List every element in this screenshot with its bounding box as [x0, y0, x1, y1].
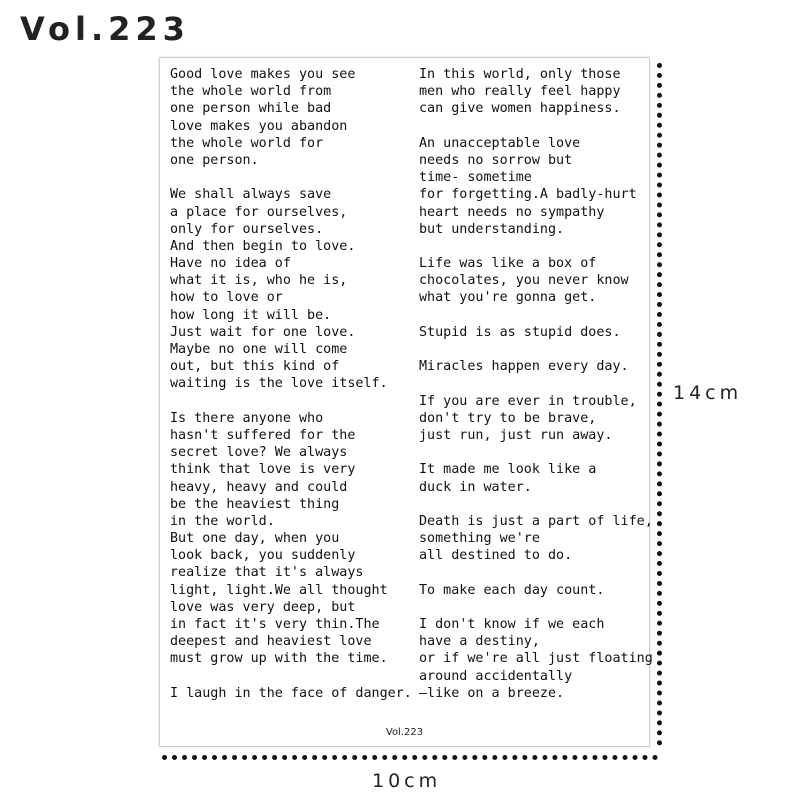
text-line: waiting is the love itself. — [170, 376, 388, 392]
text-line: have a destiny, — [419, 634, 540, 650]
text-line: And then begin to love. — [170, 238, 356, 254]
width-dimension-line — [162, 755, 658, 760]
text-line: something we're — [419, 531, 540, 547]
text-line — [419, 238, 653, 255]
text-line: be the heaviest thing — [170, 496, 340, 512]
text-line — [419, 599, 653, 616]
text-line: around accidentally — [419, 668, 573, 684]
text-line: —like on a breeze. — [419, 685, 565, 701]
height-dimension-line — [657, 63, 662, 746]
text-line: light, light.We all thought — [170, 582, 388, 598]
text-line: a place for ourselves, — [170, 204, 348, 220]
left-text-column — [170, 66, 412, 702]
width-dimension-label: 10cm — [372, 770, 442, 792]
text-line: We shall always save — [170, 187, 332, 203]
text-line — [170, 668, 412, 685]
text-line: It made me look like a — [419, 462, 597, 478]
text-line: Death is just a part of life, — [419, 513, 653, 529]
product-title: Vol.223 — [20, 10, 190, 48]
text-line: secret love? We always — [170, 445, 348, 461]
text-line: Have no idea of — [170, 256, 291, 272]
sheet-footer-label: Vol.223 — [385, 727, 424, 738]
text-line — [419, 564, 653, 581]
text-line: only for ourselves. — [170, 221, 324, 237]
text-line — [419, 118, 653, 135]
text-line: how long it will be. — [170, 307, 332, 323]
text-line: I laugh in the face of danger. — [170, 685, 412, 701]
text-line: think that love is very — [170, 462, 356, 478]
text-line: To make each day count. — [419, 582, 605, 598]
text-line: heart needs no sympathy — [419, 204, 605, 220]
text-line: heavy, heavy and could — [170, 479, 348, 495]
text-line — [170, 393, 412, 410]
text-line: chocolates, you never know — [419, 273, 629, 289]
right-text-column — [419, 66, 653, 702]
text-line: how to love or — [170, 290, 283, 306]
text-line: don't try to be brave, — [419, 410, 597, 426]
text-line: out, but this kind of — [170, 359, 340, 375]
text-line — [170, 169, 412, 186]
text-line: the whole world for — [170, 135, 324, 151]
text-line — [419, 496, 653, 513]
text-line: duck in water. — [419, 479, 532, 495]
text-line: what it is, who he is, — [170, 273, 348, 289]
text-line: hasn't suffered for the — [170, 427, 356, 443]
text-line: must grow up with the time. — [170, 651, 388, 667]
height-dimension-label: 14cm — [673, 382, 743, 404]
text-line — [419, 307, 653, 324]
text-line: one person while bad — [170, 101, 332, 117]
text-line: Life was like a box of — [419, 256, 597, 272]
text-line: men who really feel happy — [419, 84, 621, 100]
text-line: If you are ever in trouble, — [419, 393, 637, 409]
text-line: Miracles happen every day. — [419, 359, 629, 375]
text-line: Is there anyone who — [170, 410, 324, 426]
text-line — [419, 341, 653, 358]
text-line: An unacceptable love — [419, 135, 581, 151]
text-line: can give women happiness. — [419, 101, 621, 117]
text-line: Maybe no one will come — [170, 342, 348, 357]
text-line — [419, 444, 653, 461]
text-line: In this world, only those — [419, 67, 621, 82]
text-line: love makes you abandon — [170, 118, 348, 134]
text-line: Stupid is as stupid does. — [419, 324, 621, 340]
text-line: Good love makes you see — [170, 67, 356, 82]
text-line: or if we're all just floating — [419, 651, 653, 667]
text-line: but understanding. — [419, 221, 565, 237]
text-line — [419, 375, 653, 392]
text-line: look back, you suddenly — [170, 548, 356, 564]
text-line: deepest and heaviest love — [170, 634, 372, 650]
text-line: time- sometime — [419, 170, 532, 186]
text-line: the whole world from — [170, 84, 332, 100]
text-line: one person. — [170, 152, 259, 168]
text-line: what you're gonna get. — [419, 290, 597, 306]
text-line: all destined to do. — [419, 548, 573, 564]
text-line: for forgetting.A badly-hurt — [419, 187, 637, 203]
text-line: needs no sorrow but — [419, 152, 573, 168]
text-line: Just wait for one love. — [170, 324, 356, 340]
sticker-sheet — [159, 57, 653, 747]
text-line: love was very deep, but — [170, 599, 356, 615]
text-line: But one day, when you — [170, 531, 340, 547]
text-line: realize that it's always — [170, 565, 364, 581]
text-line: in the world. — [170, 513, 275, 529]
text-line: just run, just run away. — [419, 427, 613, 443]
text-line: I don't know if we each — [419, 617, 605, 632]
text-line: in fact it's very thin.The — [170, 617, 380, 632]
